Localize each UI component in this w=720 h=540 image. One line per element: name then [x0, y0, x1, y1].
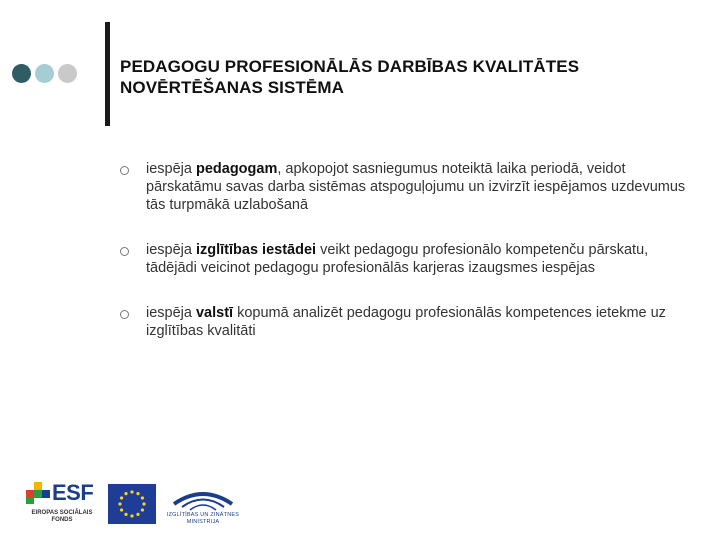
- list-item: [120, 160, 690, 214]
- esf-logo: [24, 478, 100, 534]
- open-book-icon: [166, 482, 240, 512]
- bullet-circle-icon: [120, 310, 129, 319]
- dot-dark: [12, 64, 31, 83]
- bullet-text: iespēja izglītības iestādei veikt pedagogu profesionālo kompetenču pārskatu, tādējādi veicinot pedagogu profesionālās karjeras izaugsmes iespējas: [146, 242, 649, 276]
- esf-name: ESF: [52, 480, 94, 505]
- bullet-emphasis: pedagogam: [195, 161, 278, 177]
- title-divider: [105, 22, 110, 126]
- bullet-emphasis: izglītības iestādei: [195, 242, 317, 258]
- bullet-text: iespēja valstī kopumā analizēt pedagogu profesionālās kompetences ietekme uz izglītības kvalitāti: [146, 305, 666, 339]
- bullet-emphasis: valstī: [195, 305, 234, 321]
- dot-light: [35, 64, 54, 83]
- bullet-circle-icon: [120, 166, 129, 175]
- bullet-list: [120, 160, 690, 367]
- list-item: [120, 304, 690, 340]
- ministry-logo: [166, 482, 240, 534]
- list-item: [120, 241, 690, 277]
- slide-title: PEDAGOGU PROFESIONĀLĀS DARBĪBAS KVALITĀTES NOVĒRTĒŠANAS SISTĒMA: [120, 57, 580, 97]
- dot-gray: [58, 64, 77, 83]
- ministry-text: IZGLĪTĪBAS UN ZINĀTNES MINISTRIJA: [166, 512, 240, 525]
- esf-subtitle: EIROPAS SOCIĀLAIS FONDS: [31, 510, 93, 523]
- esf-mark-icon: [26, 480, 50, 504]
- eu-flag-icon: [108, 484, 156, 524]
- decorative-dots: [12, 64, 77, 83]
- bullet-text: iespēja pedagogam, apkopojot sasniegumus noteiktā laika periodā, veidot pārskatāmu savas darba sistēmas atspoguļojumu un izvirzīt iespējamos uzdevumus tās turpmākā uzlabošanā: [146, 161, 686, 213]
- bullet-circle-icon: [120, 247, 129, 256]
